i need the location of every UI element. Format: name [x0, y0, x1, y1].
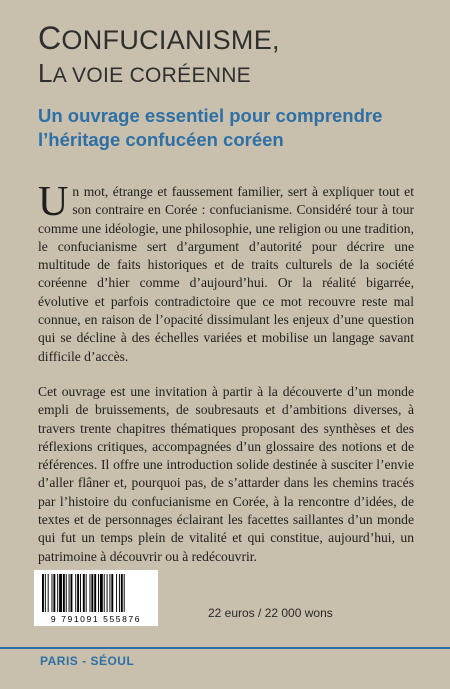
book-title: [38, 22, 428, 86]
book-subtitle: [38, 104, 433, 152]
barcode-bar: [124, 574, 125, 612]
barcode-bar: [80, 574, 81, 612]
barcode-bar: [75, 574, 76, 612]
publisher-location: PARIS - SÉOUL: [40, 654, 135, 668]
subtitle-line-2: l’héritage confucéen coréen: [38, 129, 284, 150]
barcode-bar: [69, 574, 70, 612]
barcode-bar: [71, 574, 73, 612]
back-cover-text: [38, 179, 414, 566]
barcode-bar: [91, 574, 93, 612]
barcode-bar: [53, 574, 55, 612]
barcode-bar: [52, 574, 53, 612]
barcode-bar: [63, 574, 65, 612]
barcode-bar: [98, 574, 99, 612]
barcode-bar: [59, 574, 62, 612]
paragraph-2: Cet ouvrage est une invitation à partir à la découverte d’un monde empli de bruissements, de soubresauts et d’ambitions diverses, à travers trente chapitres thématiques proposant des synthèses et des réflexions critiques, accompagnées d’un glossaire des notions et de références. Il offre une introduction solide destinée à susciter l’envie d’aller flâner et, pourquoi pas, de s’attarder dans les chemins tracés par l’histoire du confucianisme en Corée, à la rencontre d’idées, de textes et de personnages éclairant les facettes saillantes d’un monde qui fut un temps plein de vitalité et qui constitue, aujourd’hui, un patrimoine à découvrir ou à redécouvrir.: [38, 383, 414, 564]
isbn-digits: 9 791091 555876: [50, 614, 142, 624]
barcode-bar: [104, 574, 105, 612]
barcode-bar: [86, 574, 87, 612]
paragraph-1-text: n mot, étrange et faussement familier, sert à expliquer tout et son contraire en Corée : confucianisme. Considéré tour à tour comme une idéologie, une philosophie, une religion ou une tradition, le confucianisme sert d’argument d’autorité pour décrire une multitude de faits historiques et de traits culturels de la société coréenne d’hier comme d’aujourd’hui. Or la réalité bigarrée, évolutive et parfois contradictoire que ce mot recouvre reste mal connue, en raison de l’opacité dissimulant les enjeux d’une question qui se décline à des échelles variées et mobilise un langage savant difficile d’accès.: [38, 184, 414, 364]
barcode-bar: [42, 574, 44, 612]
barcode-bar: [77, 574, 79, 612]
barcode-bar: [107, 574, 108, 612]
barcode-bar: [90, 574, 91, 612]
barcode-bar: [121, 574, 123, 612]
barcode-bar: [83, 574, 85, 612]
price-label: 22 euros / 22 000 wons: [208, 606, 333, 620]
drop-cap: U: [38, 179, 69, 225]
barcode-bars: [34, 570, 158, 614]
barcode-bar: [109, 574, 110, 612]
isbn-barcode: [34, 570, 158, 626]
barcode-bar: [100, 574, 103, 612]
paragraph-1: [38, 179, 414, 366]
barcode-bar: [119, 574, 120, 612]
title-line-2: LA VOIE CORÉENNE: [38, 58, 251, 88]
footer-rule: [0, 647, 450, 649]
barcode-bar: [66, 574, 67, 612]
barcode-bar: [94, 574, 96, 612]
barcode-bar: [57, 574, 58, 612]
barcode-bar: [111, 574, 113, 612]
title-line-1: CONFUCIANISME,: [38, 20, 280, 56]
barcode-bar: [116, 574, 117, 612]
barcode-bar: [48, 574, 49, 612]
barcode-bar: [45, 574, 46, 612]
subtitle-line-1: Un ouvrage essentiel pour comprendre: [38, 105, 383, 126]
